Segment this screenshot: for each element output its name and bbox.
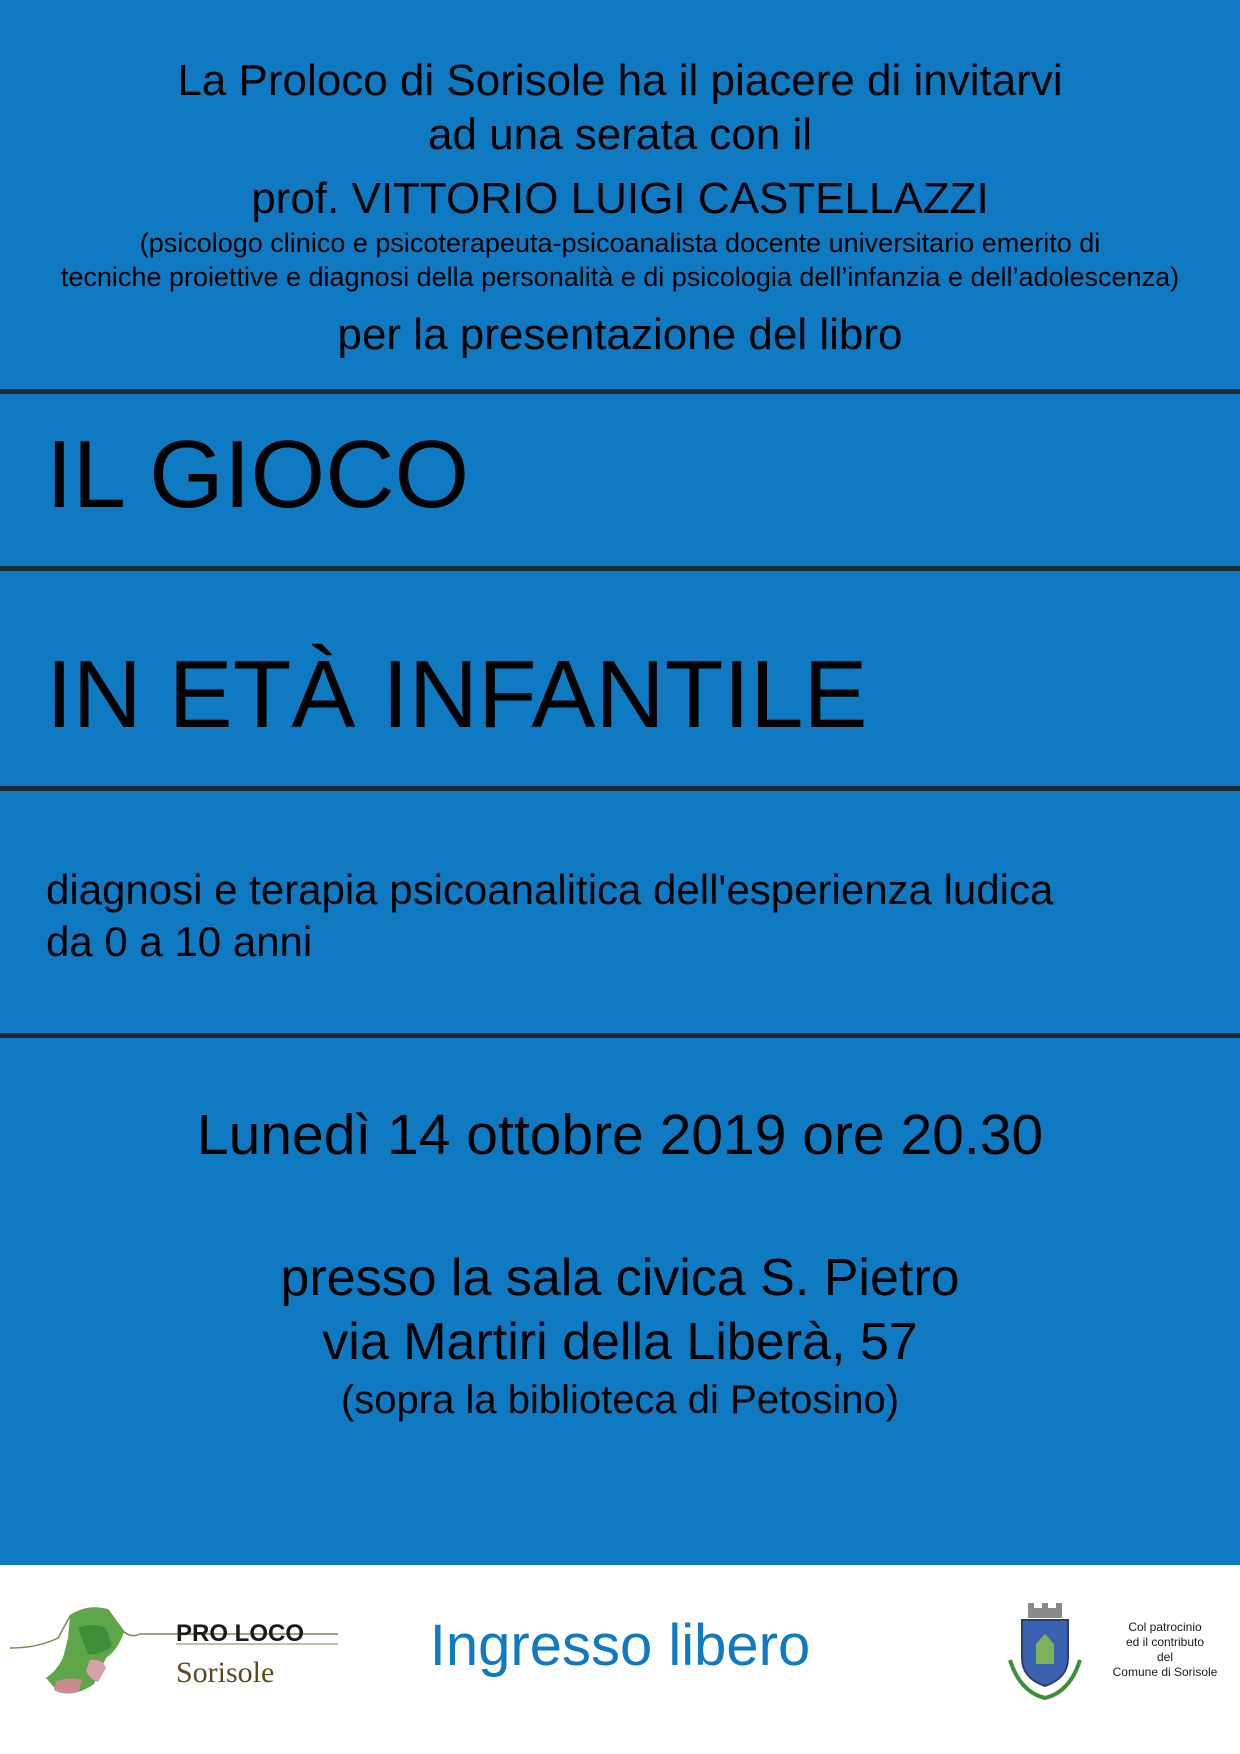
patronage-line-2: ed il contributo [1125,1635,1205,1649]
speaker-description-2: tecniche proiettive e diagnosi della personalità e di psicologia dell’infanzia e dell’adolescenza) [60,262,1180,292]
event-datetime: Lunedì 14 ottobre 2019 ore 20.30 [196,1103,1044,1167]
divider-2 [0,566,1240,571]
presentation-intro: per la presentazione del libro [337,310,903,359]
patronage-line-4: Comune di Sorisole [1112,1665,1218,1679]
free-entry-label: Ingresso libero [429,1613,811,1678]
proloco-name: PRO LOCO [176,1620,305,1647]
patronage-line-3: del [1156,1650,1173,1664]
patronage-line-1: Col patrocinio [1128,1620,1202,1634]
event-note: (sopra la biblioteca di Petosino) [340,1378,900,1422]
invitation-line-2: ad una serata con il [427,110,813,159]
event-address: via Martiri della Liberà, 57 [322,1313,918,1371]
speaker-description-1: (psicologo clinico e psicoterapeuta-psicoanalista docente universitario emerito di [139,228,1101,258]
book-subtitle-line-1: diagnosi e terapia psicoanalitica dell'esperienza ludica [46,866,1054,913]
proloco-place: Sorisole [176,1656,275,1689]
proloco-logo-icon [8,1598,338,1698]
book-subtitle-line-2: da 0 a 10 anni [46,918,313,965]
book-title-line-2: IN ETÀ INFANTILE [46,641,868,748]
municipality-crest-icon [1000,1600,1090,1704]
divider-4 [0,1033,1240,1038]
divider-1 [0,389,1240,394]
patronage-note [1100,1620,1230,1680]
invitation-line-1: La Proloco di Sorisole ha il piacere di invitarvi [177,56,1063,105]
event-venue: presso la sala civica S. Pietro [280,1249,960,1307]
divider-3 [0,786,1240,791]
speaker-name: prof. VITTORIO LUIGI CASTELLAZZI [251,174,989,223]
book-title-line-1: IL GIOCO [46,421,470,528]
